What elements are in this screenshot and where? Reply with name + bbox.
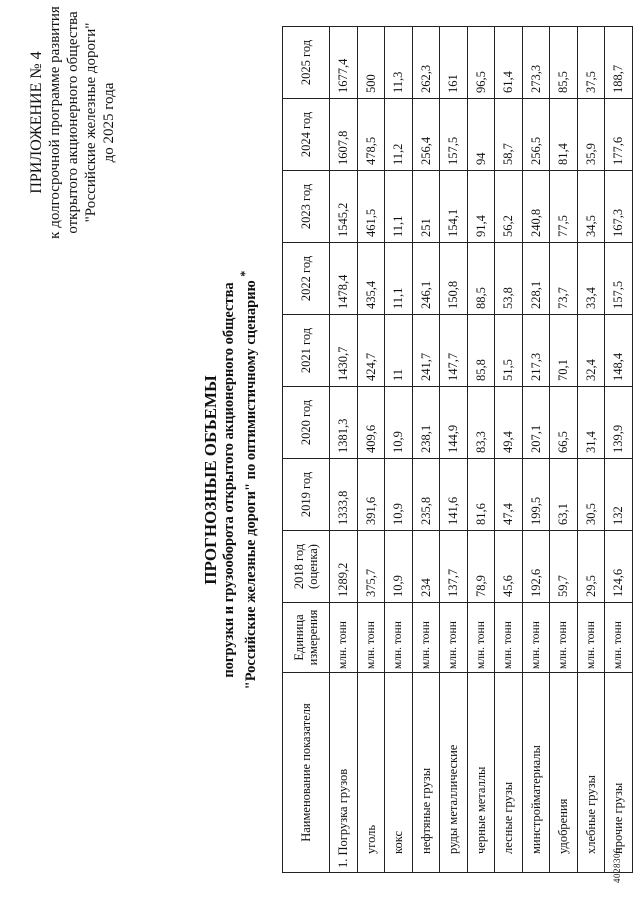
header-unit: Единица измерения	[283, 603, 330, 673]
value-cell: 10,9	[385, 459, 413, 531]
value-cell: 10,9	[385, 531, 413, 603]
indicator-name: хлебные грузы	[577, 673, 605, 873]
document-id: 4028306	[612, 848, 622, 883]
unit-cell: млн. тонн	[577, 603, 605, 673]
appendix-line: открытого акционерного общества	[65, 11, 81, 234]
value-cell: 435,4	[357, 243, 385, 315]
table-header-row	[283, 27, 330, 873]
value-cell: 58,7	[495, 99, 523, 171]
value-cell: 32,4	[577, 315, 605, 387]
table-row	[605, 27, 633, 873]
value-cell: 391,6	[357, 459, 385, 531]
appendix-line: до 2025 года	[101, 82, 117, 163]
value-cell: 85,8	[467, 315, 495, 387]
value-cell: 56,2	[495, 171, 523, 243]
value-cell: 81,4	[550, 99, 578, 171]
indicator-name: нефтяные грузы	[412, 673, 440, 873]
table-row	[467, 27, 495, 873]
value-cell: 1381,3	[330, 387, 358, 459]
header-year: 2022 год	[283, 243, 330, 315]
value-cell: 1545,2	[330, 171, 358, 243]
value-cell: 217,3	[522, 315, 550, 387]
value-cell: 37,5	[577, 27, 605, 99]
appendix-number: ПРИЛОЖЕНИЕ № 4	[28, 51, 45, 194]
value-cell: 51,5	[495, 315, 523, 387]
value-cell: 47,4	[495, 459, 523, 531]
page-title: ПРОГНОЗНЫЕ ОБЪЕМЫ	[201, 375, 220, 585]
value-cell: 199,5	[522, 459, 550, 531]
forecast-table	[282, 26, 633, 873]
table-row	[385, 27, 413, 873]
subtitle-line	[237, 245, 259, 715]
value-cell: 59,7	[550, 531, 578, 603]
value-cell: 375,7	[357, 531, 385, 603]
header-year: 2018 год (оценка)	[283, 531, 330, 603]
value-cell: 139,9	[605, 387, 633, 459]
header-year: 2020 год	[283, 387, 330, 459]
unit-cell: млн. тонн	[605, 603, 633, 673]
value-cell: 150,8	[440, 243, 468, 315]
value-cell: 11,1	[385, 171, 413, 243]
value-cell: 30,5	[577, 459, 605, 531]
subtitle-text: "Российские железные дороги" по оптимистичному сценарию	[242, 280, 259, 690]
header-year: 2024 год	[283, 99, 330, 171]
value-cell: 256,4	[412, 99, 440, 171]
value-cell: 1607,8	[330, 99, 358, 171]
indicator-name: лесные грузы	[495, 673, 523, 873]
title-block	[200, 245, 259, 715]
value-cell: 73,7	[550, 243, 578, 315]
indicator-name: 1. Погрузка грузов	[330, 673, 358, 873]
value-cell: 1333,8	[330, 459, 358, 531]
value-cell: 256,5	[522, 99, 550, 171]
value-cell: 78,9	[467, 531, 495, 603]
unit-cell: млн. тонн	[357, 603, 385, 673]
table-row	[440, 27, 468, 873]
value-cell: 70,1	[550, 315, 578, 387]
value-cell: 157,5	[605, 243, 633, 315]
value-cell: 31,4	[577, 387, 605, 459]
value-cell: 124,6	[605, 531, 633, 603]
value-cell: 11	[385, 315, 413, 387]
table-row	[357, 27, 385, 873]
value-cell: 91,4	[467, 171, 495, 243]
forecast-table-wrap	[282, 27, 633, 873]
value-cell: 461,5	[357, 171, 385, 243]
value-cell: 63,1	[550, 459, 578, 531]
value-cell: 273,3	[522, 27, 550, 99]
value-cell: 177,6	[605, 99, 633, 171]
value-cell: 85,5	[550, 27, 578, 99]
value-cell: 234	[412, 531, 440, 603]
value-cell: 34,5	[577, 171, 605, 243]
value-cell: 157,5	[440, 99, 468, 171]
indicator-name: уголь	[357, 673, 385, 873]
value-cell: 1430,7	[330, 315, 358, 387]
footnote-mark: *	[238, 270, 252, 277]
unit-cell: млн. тонн	[440, 603, 468, 673]
appendix-line: "Российские железные дороги"	[83, 22, 99, 223]
value-cell: 478,5	[357, 99, 385, 171]
value-cell: 11,1	[385, 243, 413, 315]
value-cell: 262,3	[412, 27, 440, 99]
value-cell: 53,8	[495, 243, 523, 315]
value-cell: 83,3	[467, 387, 495, 459]
value-cell: 49,4	[495, 387, 523, 459]
unit-cell: млн. тонн	[522, 603, 550, 673]
value-cell: 235,8	[412, 459, 440, 531]
value-cell: 33,4	[577, 243, 605, 315]
value-cell: 148,4	[605, 315, 633, 387]
table-row	[577, 27, 605, 873]
value-cell: 251	[412, 171, 440, 243]
value-cell: 96,5	[467, 27, 495, 99]
appendix-line: к долгосрочной программе развития	[47, 6, 63, 239]
value-cell: 94	[467, 99, 495, 171]
value-cell: 246,1	[412, 243, 440, 315]
header-year: 2023 год	[283, 171, 330, 243]
value-cell: 29,5	[577, 531, 605, 603]
unit-cell: млн. тонн	[467, 603, 495, 673]
indicator-name: минстройматериалы	[522, 673, 550, 873]
value-cell: 147,7	[440, 315, 468, 387]
value-cell: 500	[357, 27, 385, 99]
value-cell: 66,5	[550, 387, 578, 459]
value-cell: 241,7	[412, 315, 440, 387]
value-cell: 141,6	[440, 459, 468, 531]
value-cell: 1478,4	[330, 243, 358, 315]
unit-cell: млн. тонн	[495, 603, 523, 673]
value-cell: 192,6	[522, 531, 550, 603]
indicator-name: прочие грузы	[605, 673, 633, 873]
value-cell: 81,6	[467, 459, 495, 531]
appendix-block	[28, 0, 118, 245]
header-year: 2019 год	[283, 459, 330, 531]
value-cell: 238,1	[412, 387, 440, 459]
indicator-name: черные металлы	[467, 673, 495, 873]
header-year: 2025 год	[283, 27, 330, 99]
table-row	[550, 27, 578, 873]
indicator-name: удобрения	[550, 673, 578, 873]
value-cell: 35,9	[577, 99, 605, 171]
value-cell: 240,8	[522, 171, 550, 243]
value-cell: 207,1	[522, 387, 550, 459]
unit-cell: млн. тонн	[385, 603, 413, 673]
value-cell: 61,4	[495, 27, 523, 99]
value-cell: 154,1	[440, 171, 468, 243]
table-row	[412, 27, 440, 873]
value-cell: 1289,2	[330, 531, 358, 603]
value-cell: 11,2	[385, 99, 413, 171]
value-cell: 228,1	[522, 243, 550, 315]
value-cell: 11,3	[385, 27, 413, 99]
value-cell: 10,9	[385, 387, 413, 459]
unit-cell: млн. тонн	[330, 603, 358, 673]
value-cell: 188,7	[605, 27, 633, 99]
value-cell: 144,9	[440, 387, 468, 459]
value-cell: 137,7	[440, 531, 468, 603]
table-row	[522, 27, 550, 873]
indicator-name: руды металлические	[440, 673, 468, 873]
table-body	[330, 27, 633, 873]
value-cell: 167,3	[605, 171, 633, 243]
value-cell: 45,6	[495, 531, 523, 603]
value-cell: 161	[440, 27, 468, 99]
table-row	[330, 27, 358, 873]
value-cell: 77,5	[550, 171, 578, 243]
unit-cell: млн. тонн	[412, 603, 440, 673]
table-row	[495, 27, 523, 873]
value-cell: 409,6	[357, 387, 385, 459]
header-year: 2021 год	[283, 315, 330, 387]
indicator-name: кокс	[385, 673, 413, 873]
value-cell: 132	[605, 459, 633, 531]
unit-cell: млн. тонн	[550, 603, 578, 673]
value-cell: 1677,4	[330, 27, 358, 99]
value-cell: 88,5	[467, 243, 495, 315]
value-cell: 424,7	[357, 315, 385, 387]
header-name: Наименование показателя	[283, 673, 330, 873]
subtitle-line: погрузки и грузооборота открытого акционерного общества	[221, 282, 237, 678]
